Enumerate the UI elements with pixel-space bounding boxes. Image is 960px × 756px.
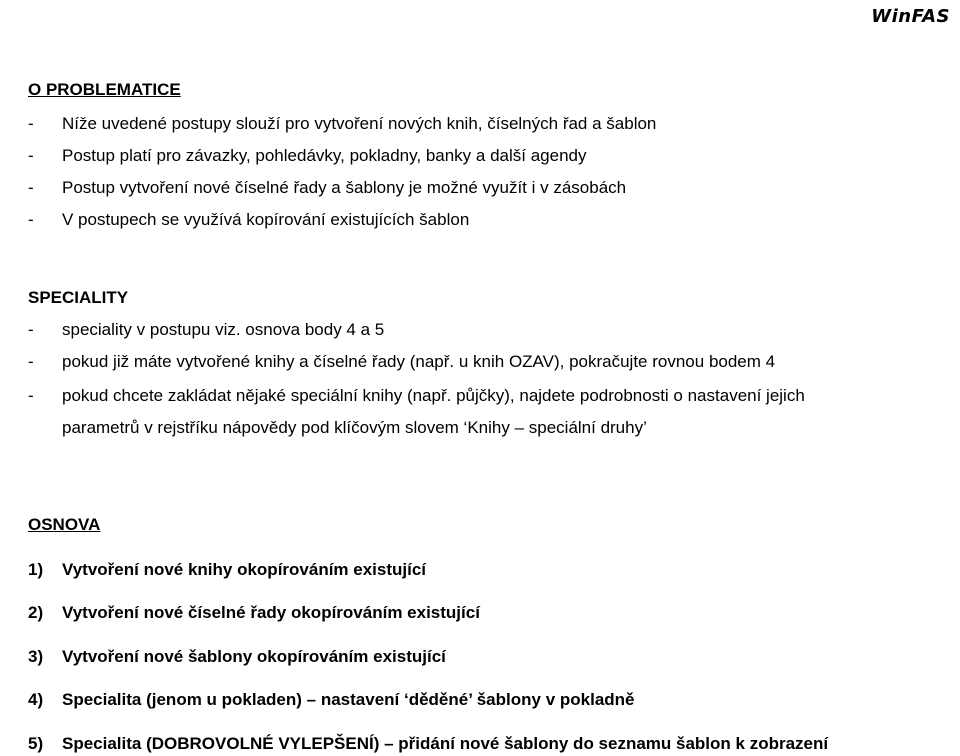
heading-speciality: SPECIALITY [28, 288, 129, 307]
bullet-dash: - [28, 210, 34, 229]
bullet-dash: - [28, 386, 34, 405]
outline-number: 4) [28, 690, 44, 709]
outline-number: 2) [28, 603, 44, 622]
outline-number: 3) [28, 647, 44, 666]
list-item-text: pokud chcete zakládat nějaké speciální knihy (např. půjčky), najdete podrobnosti o nastavení jejich [62, 386, 805, 405]
heading-osnova: OSNOVA [28, 515, 101, 534]
bullet-dash: - [28, 114, 34, 133]
bullet-dash: - [28, 320, 34, 339]
list-item-text: speciality v postupu viz. osnova body 4 a 5 [62, 320, 385, 339]
outline-text: Vytvoření nové číselné řady okopírováním existující [62, 603, 480, 622]
list-item-text: Postup vytvoření nové číselné řady a šablony je možné využít i v zásobách [62, 178, 627, 197]
bullet-dash: - [28, 146, 34, 165]
list-item-text: Postup platí pro závazky, pohledávky, pokladny, banky a další agendy [62, 146, 587, 165]
list-item-text: V postupech se využívá kopírování existujících šablon [62, 210, 470, 229]
outline-text: Vytvoření nové šablony okopírováním existující [62, 647, 446, 666]
heading-o-problematice: O PROBLEMATICE [28, 80, 181, 99]
list-item-text: pokud již máte vytvořené knihy a číselné řady (např. u knih OZAV), pokračujte rovnou bodem 4 [62, 352, 776, 371]
bullet-dash: - [28, 352, 34, 371]
list-item-text: Níže uvedené postupy slouží pro vytvoření nových knih, číselných řad a šablon [62, 114, 657, 133]
outline-text: Specialita (DOBROVOLNÉ VYLEPŠENÍ) – přidání nové šablony do seznamu šablon k zobrazení [62, 734, 829, 753]
bullet-dash: - [28, 178, 34, 197]
list-item-text: parametrů v rejstříku nápovědy pod klíčovým slovem ‘Knihy – speciální druhy’ [62, 418, 647, 437]
outline-number: 1) [28, 560, 44, 579]
outline-text: Specialita (jenom u pokladen) – nastavení ‘děděné’ šablony v pokladně [62, 690, 635, 709]
winfas-logo: WinFAS [871, 6, 950, 27]
outline-text: Vytvoření nové knihy okopírováním existující [62, 560, 427, 579]
outline-number: 5) [28, 734, 44, 753]
